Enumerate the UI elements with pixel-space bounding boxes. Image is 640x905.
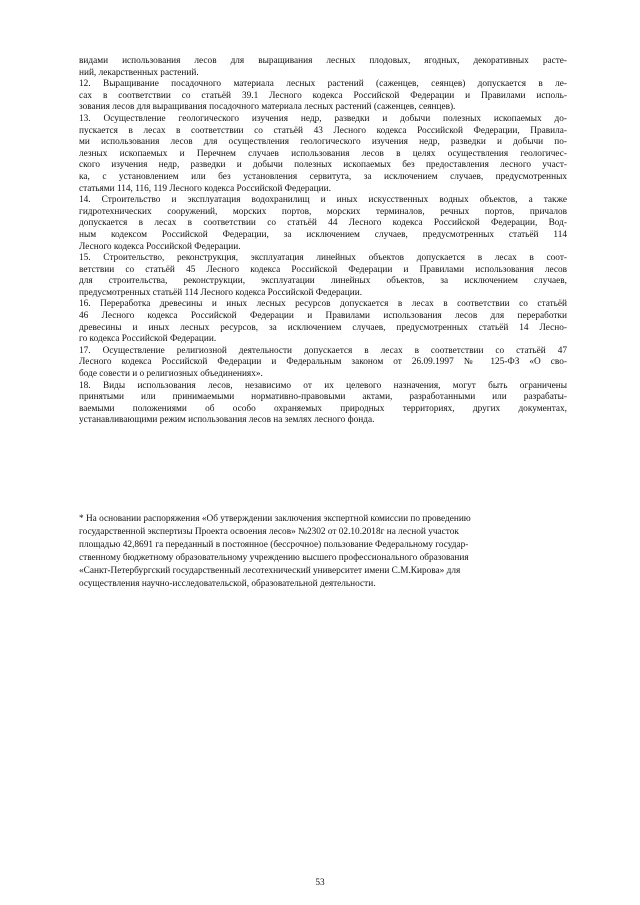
text-line: 46 Лесного кодекса Российской Федерации и Правилами использования лесов для переработки	[79, 311, 567, 322]
text-line: ным кодексом Российской Федерации, за исключением случаев, предусмотренных статьёй 114	[79, 229, 567, 240]
footnote-line: * На основании распоряжения «Об утверждении заключения экспертной комиссии по проведению	[79, 514, 471, 524]
text-line: ми использования лесов для осуществления геологического изучения недр, разведки и добычи по-	[79, 137, 567, 148]
footnote-line: ственному бюджетному образовательному учреждению высшего профессионального образования	[79, 553, 469, 563]
text-line: ского изучения недр, разведки и добычи полезных ископаемых без предоставления лесного участ-	[79, 160, 567, 171]
text-line: допускается в лесах в соответствии со статьёй 44 Лесного кодекса Российской Федерации, Вод-	[79, 218, 567, 229]
text-line: ветствии со статьёй 45 Лесного кодекса Российской Федерации и Правилами использования лесов	[79, 264, 567, 275]
main-text-block	[79, 56, 567, 427]
text-line: 13. Осуществление геологического изучения недр, разведки и добычи полезных ископаемых до-	[79, 113, 567, 124]
text-line: сах в соответствии со статьёй 39.1 Лесного кодекса Российской Федерации и Правилами исполь-	[79, 90, 567, 101]
text-line: лезных ископаемых и Перечнем случаев использования лесов в целях осуществления геологичес-	[79, 148, 567, 159]
footnote-block	[79, 513, 567, 591]
text-line: 16. Переработка древесины и иных лесных ресурсов допускается в лесах в соответствии со статьёй	[79, 299, 567, 310]
text-line: 14. Строительство и эксплуатация водохранилищ и иных искусственных водных объектов, а также	[79, 195, 567, 206]
text-line: устанавливающими режим использования лесов на землях лесного фонда.	[79, 415, 375, 426]
text-line: 12. Выращивание посадочного материала лесных растений (саженцев, сеянцев) допускается в ле-	[79, 79, 567, 90]
text-line: гидротехнических сооружений, морских портов, морских терминалов, речных портов, причалов	[79, 206, 567, 217]
footnote-line: «Санкт-Петербургский государственный лесотехнический университет имени С.М.Кирова» для	[79, 566, 461, 576]
text-line: Лесного кодекса Российской Федерации.	[79, 241, 241, 252]
text-line: ка, с установлением или без установления сервитута, за исключением случаев, предусмотренных	[79, 171, 567, 182]
footnote-line: осуществления научно-исследовательской, образовательной деятельности.	[79, 579, 376, 589]
footnote-line: площадью 42,8691 га переданный в постоянное (бессрочное) пользование Федеральному государ-	[79, 540, 469, 550]
text-line: статьями 114, 116, 119 Лесного кодекса Российской Федерации.	[79, 183, 331, 194]
text-line: предусмотренных статьёй 114 Лесного кодекса Российской Федерации.	[79, 287, 363, 298]
text-line: 17. Осуществление религиозной деятельности допускается в лесах в соответствии со статьёй 47	[79, 345, 567, 356]
text-line: ний, лекарственных растений.	[79, 67, 199, 78]
text-line: пускается в лесах в соответствии со статьёй 43 Лесного кодекса Российской Федерации, Правила-	[79, 125, 567, 136]
text-line: зования лесов для выращивания посадочного материала лесных растений (саженцев, сеянцев).	[79, 102, 456, 113]
text-line: 18. Виды использования лесов, независимо от их целевого назначения, могут быть ограничены	[79, 380, 567, 391]
text-line: Лесного кодекса Российской Федерации и Федеральным законом от 26.09.1997 № 125-ФЗ «О сво-	[79, 357, 567, 368]
page-number: 53	[315, 878, 325, 888]
text-line: древесины и иных лесных ресурсов, за исключением случаев, предусмотренных статьёй 14 Лесно-	[79, 322, 567, 333]
text-line: ваемыми положениями об особо охраняемых природных территориях, других документах,	[79, 403, 567, 414]
text-line: принятыми или принимаемыми нормативно-правовыми актами, разработанными или разрабаты-	[79, 392, 567, 403]
text-line: го кодекса Российской Федерации.	[79, 334, 217, 345]
text-line: боде совести и о религиозных объединениях».	[79, 369, 263, 380]
footnote-line: государственной экспертизы Проекта освоения лесов» №2302 от 02.10.2018г на лесной участок	[79, 527, 459, 537]
text-line: видами использования лесов для выращивания лесных плодовых, ягодных, декоративных расте-	[79, 56, 567, 66]
text-line: 15. Строительство, реконструкция, эксплуатация линейных объектов допускается в лесах в соот-	[79, 253, 567, 264]
text-line: для строительства, реконструкции, эксплуатации линейных объектов, за исключением случаев,	[79, 276, 567, 287]
